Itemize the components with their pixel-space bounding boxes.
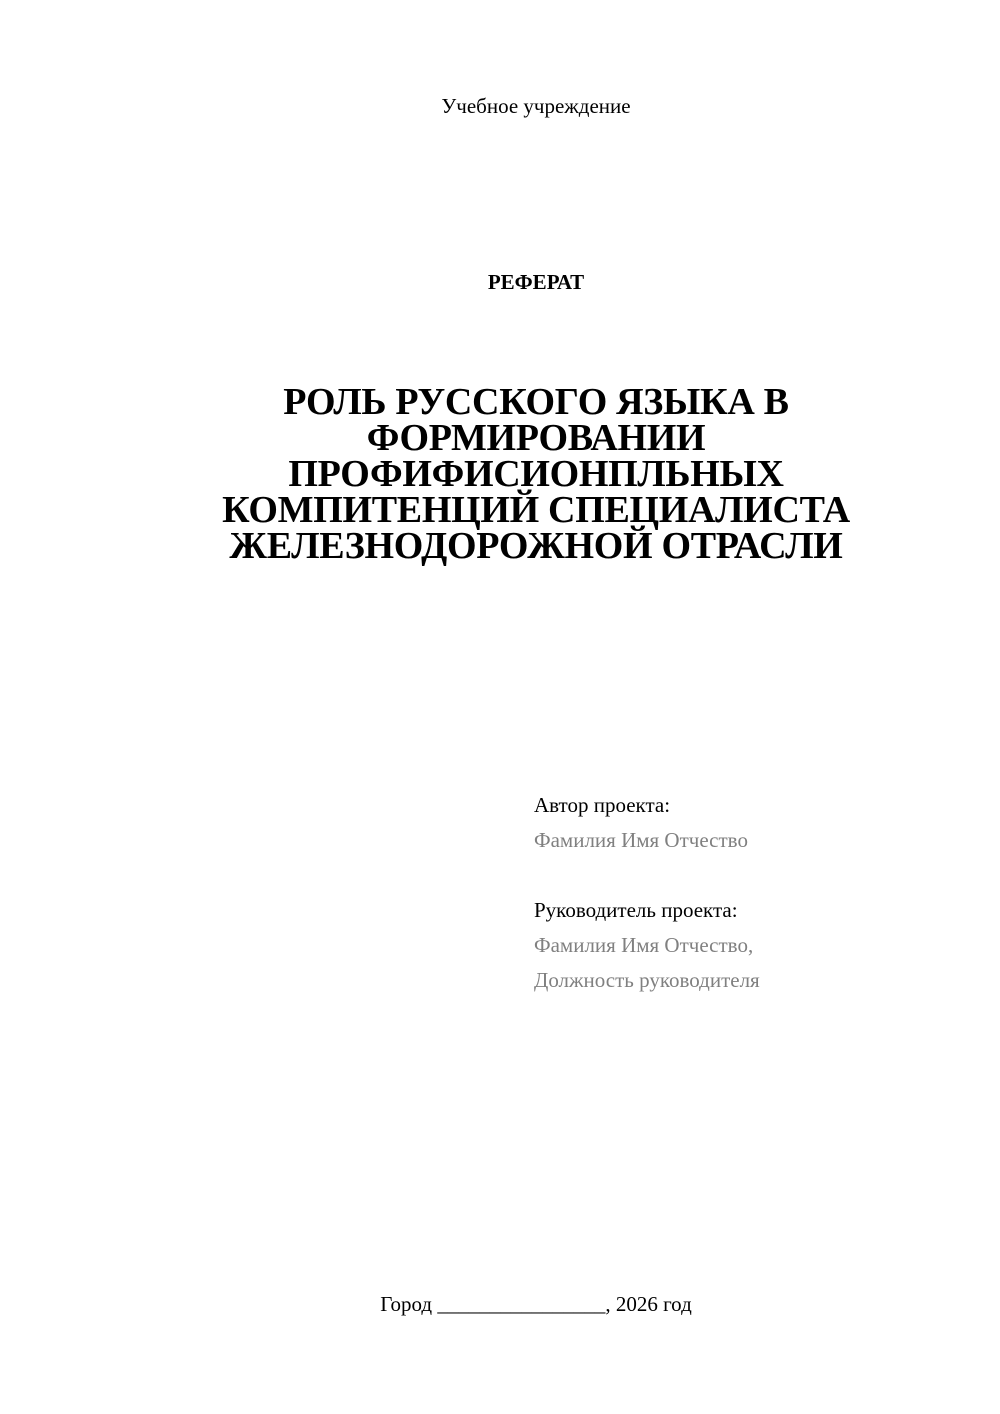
document-title bbox=[200, 381, 872, 567]
title-line: ЖЕЛЕЗНОДОРОЖНОЙ ОТРАСЛИ bbox=[229, 525, 843, 567]
spacer bbox=[534, 858, 760, 893]
institution-name: Учебное учреждение bbox=[441, 94, 631, 118]
title-line: РОЛЬ РУССКОГО ЯЗЫКА В bbox=[283, 381, 789, 423]
title-line: ПРОФИФИСИОНПЛЬНЫХ bbox=[288, 453, 784, 495]
supervisor-name: Фамилия Имя Отчество, bbox=[534, 933, 754, 957]
author-name: Фамилия Имя Отчество bbox=[534, 828, 748, 852]
supervisor-label: Руководитель проекта: bbox=[534, 898, 738, 922]
city-year-line: Город ________________, 2026 год bbox=[380, 1292, 692, 1316]
credits-block bbox=[534, 788, 760, 998]
title-line: КОМПИТЕНЦИЙ СПЕЦИАЛИСТА bbox=[222, 489, 850, 531]
author-label: Автор проекта: bbox=[534, 793, 671, 817]
title-line: ФОРМИРОВАНИИ bbox=[366, 417, 706, 459]
supervisor-position: Должность руководителя bbox=[534, 968, 760, 992]
document-type: РЕФЕРАТ bbox=[487, 270, 585, 294]
